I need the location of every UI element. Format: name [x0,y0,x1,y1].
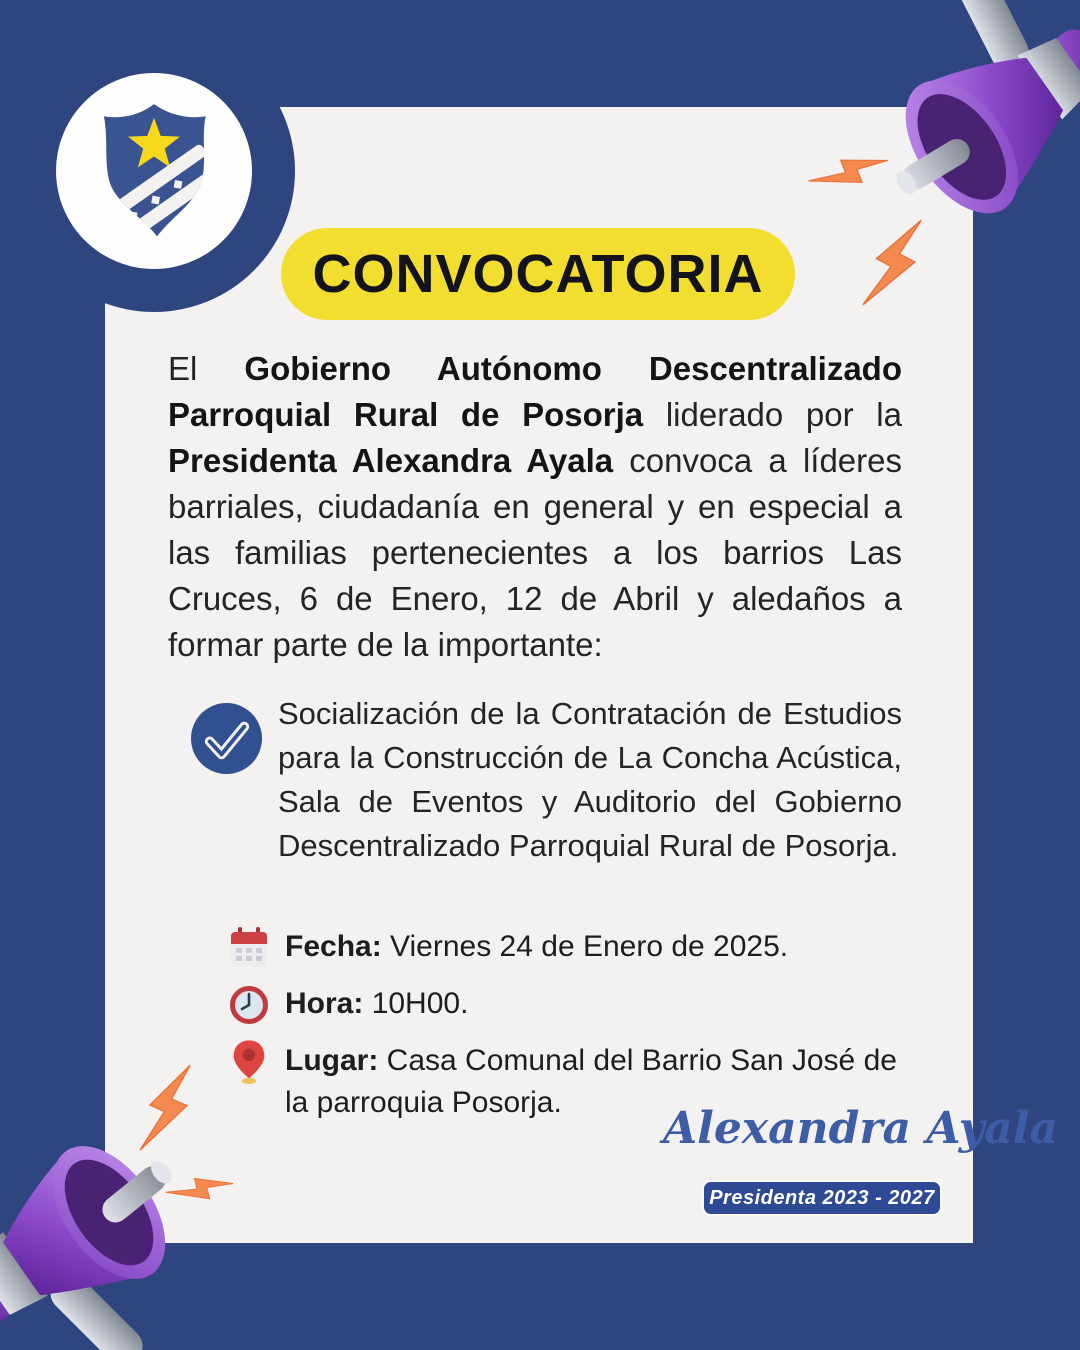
hora-label: Hora: [285,987,364,1020]
detail-row-fecha [227,926,927,970]
signature-name: Alexandra Ayala [663,1103,1059,1154]
megaphone-bottom-left-icon [0,1128,172,1350]
logo-badge [56,73,252,269]
title-banner [281,228,795,320]
hora-value: 10H00. [371,987,469,1020]
fecha-value: Viernes 24 de Enero de 2025. [390,930,789,963]
gad-parish-logo-icon [78,95,230,247]
lugar-label: Lugar: [285,1044,379,1077]
lugar-value: Casa Comunal del Barrio San José de la parroquia Posorja. [285,1044,897,1119]
intro-rest: convoca a líderes barriales, ciudadanía en general y en especial a las familias pertenecientes a los barrios Las Cruces, 6 de Enero, 12 de Abril y aledaños a formar parte de la importante: [168,442,902,663]
megaphone-top-right-icon [893,0,1080,215]
clock-icon [227,983,271,1027]
check-icon [190,702,263,775]
intro-lead: El [168,350,245,387]
location-pin-icon [227,1040,271,1084]
intro-mid: liderado por la [643,396,902,433]
org-name-bold: Gobierno Autónomo Descentralizado Parroquial Rural de Posorja [168,350,902,433]
detail-text-hora [285,983,468,1025]
signature-role-badge: Presidenta 2023 - 2027 [702,1180,942,1216]
detail-row-hora [227,983,927,1027]
calendar-icon [227,926,271,970]
detail-text-fecha [285,926,788,968]
president-name-bold: Presidenta Alexandra Ayala [168,442,614,479]
fecha-label: Fecha: [285,930,382,963]
intro-paragraph [168,346,902,668]
highlight-item [190,692,902,868]
page-title: CONVOCATORIA [312,244,764,304]
highlight-text: Socialización de la Contratación de Estudios para la Construcción de La Concha Acústica, Sala de Eventos y Auditorio del Gobierno Descentralizado Parroquial Rural de Posorja. [278,696,902,863]
